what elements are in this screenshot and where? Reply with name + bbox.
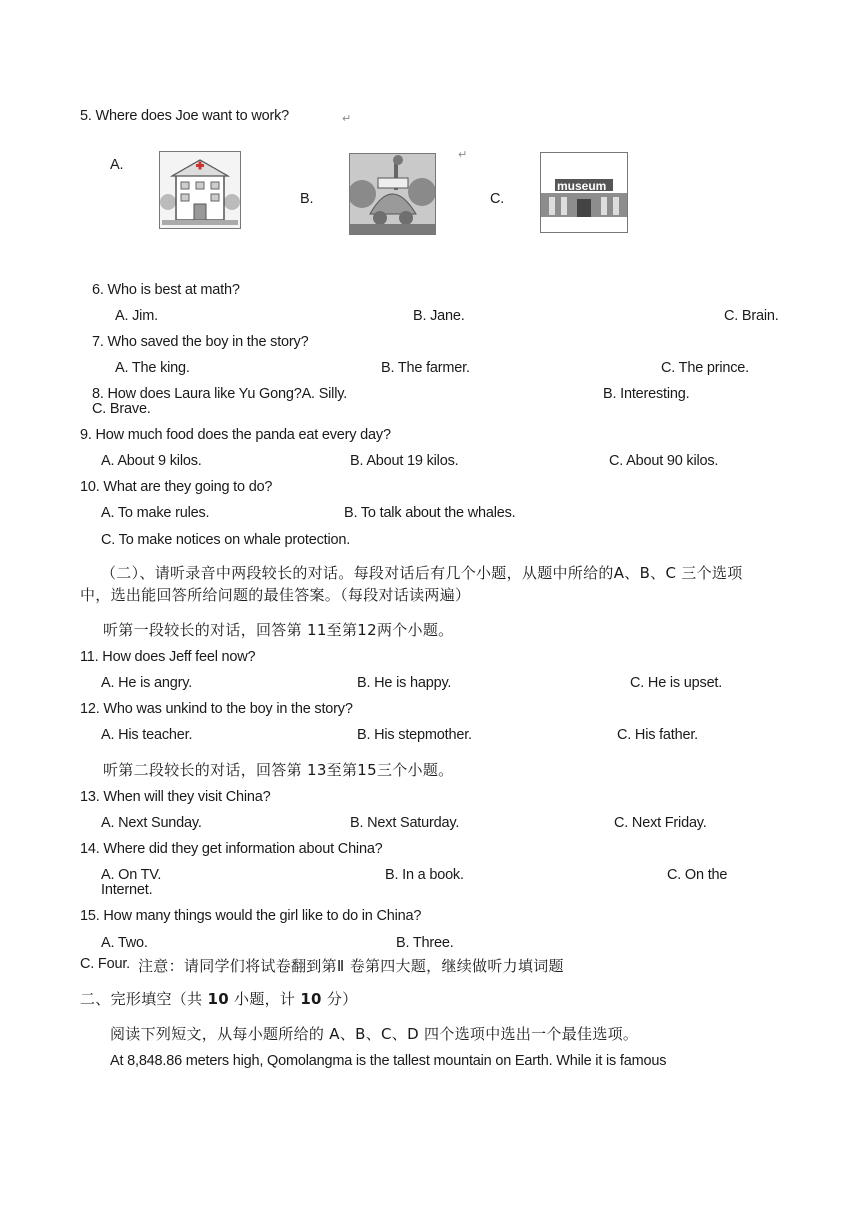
q13-option-b: B. Next Saturday.	[350, 815, 460, 831]
q11-question: 11. How does Jeff feel now?	[80, 649, 256, 665]
q12-option-c: C. His father.	[617, 727, 699, 743]
q5-option-b-label: B.	[300, 191, 314, 207]
q15-note: 注意：请同学们将试卷翻到第Ⅱ 卷第四大题，继续做听力填词题	[138, 957, 564, 975]
part2-instruction-line1: （二）、请听录音中两段较长的对话。每段对话后有几个小题，从题中所给的A、B、C 三个选项	[101, 564, 743, 582]
q7-option-b: B. The farmer.	[381, 360, 470, 376]
q5-question: 5. Where does Joe want to work?	[80, 108, 289, 124]
q6-question: 6. Who is best at math?	[92, 282, 240, 298]
q5-option-a-label: A.	[110, 157, 124, 173]
return-mark-icon: ↵	[342, 113, 352, 125]
q10-option-a: A. To make rules.	[101, 505, 210, 521]
q12-option-b: B. His stepmother.	[357, 727, 472, 743]
q14-option-c-cont: Internet.	[101, 882, 153, 898]
q6-option-c: C. Brain.	[724, 308, 779, 324]
section2-heading-pre: 二、完形填空（共	[80, 990, 208, 1008]
zoo-icon	[350, 154, 435, 234]
section2-heading-post: 分）	[321, 990, 358, 1008]
q15-question: 15. How many things would the girl like to do in China?	[80, 908, 422, 924]
q6-option-b: B. Jane.	[413, 308, 465, 324]
q8-option-b: B. Interesting.	[603, 386, 690, 402]
q8-option-c: C. Brave.	[92, 401, 151, 417]
part2-instruction-line2: 中，选出能回答所给问题的最佳答案。（每段对话读两遍）	[80, 586, 471, 604]
q10-option-b: B. To talk about the whales.	[344, 505, 516, 521]
q14-option-a: A. On TV.	[101, 867, 162, 883]
q13-option-c: C. Next Friday.	[614, 815, 707, 831]
q13-question: 13. When will they visit China?	[80, 789, 271, 805]
q11-option-c: C. He is upset.	[630, 675, 723, 691]
q7-question: 7. Who saved the boy in the story?	[92, 334, 309, 350]
museum-image	[540, 152, 628, 233]
q15-option-c: C. Four.	[80, 956, 130, 972]
q14-question: 14. Where did they get information about China?	[80, 841, 383, 857]
section2-count: 10	[207, 990, 229, 1008]
q9-question: 9. How much food does the panda eat every day?	[80, 427, 391, 443]
section2-heading-mid: 小题，计	[228, 990, 301, 1008]
q10-option-c: C. To make notices on whale protection.	[101, 532, 351, 548]
q14-option-b: B. In a book.	[385, 867, 464, 883]
dialog2-intro: 听第二段较长的对话，回答第 13至第15三个小题。	[103, 761, 454, 779]
section2-score: 10	[300, 990, 322, 1008]
museum-sign: museum	[557, 179, 607, 193]
section2-heading	[80, 988, 357, 1009]
q5-option-c-label: C.	[490, 191, 505, 207]
q9-option-a: A. About 9 kilos.	[101, 453, 202, 469]
dialog1-intro: 听第一段较长的对话，回答第 11至第12两个小题。	[103, 621, 454, 639]
zoo-image	[349, 153, 436, 235]
q8-question: 8. How does Laura like Yu Gong?A. Silly.	[92, 386, 348, 402]
q10-question: 10. What are they going to do?	[80, 479, 273, 495]
hospital-image	[159, 151, 241, 229]
q14-option-c: C. On the	[667, 867, 728, 883]
q11-option-b: B. He is happy.	[357, 675, 452, 691]
q13-option-a: A. Next Sunday.	[101, 815, 202, 831]
return-mark-icon: ↵	[458, 149, 468, 161]
q9-option-c: C. About 90 kilos.	[609, 453, 719, 469]
q12-question: 12. Who was unkind to the boy in the story?	[80, 701, 353, 717]
q11-option-a: A. He is angry.	[101, 675, 193, 691]
q9-option-b: B. About 19 kilos.	[350, 453, 459, 469]
q6-option-a: A. Jim.	[115, 308, 158, 324]
q15-option-a: A. Two.	[101, 935, 148, 951]
q12-option-a: A. His teacher.	[101, 727, 193, 743]
passage-text: At 8,848.86 meters high, Qomolangma is the tallest mountain on Earth. While it is famous	[110, 1053, 667, 1069]
q7-option-a: A. The king.	[115, 360, 190, 376]
q7-option-c: C. The prince.	[661, 360, 750, 376]
section2-instruction: 阅读下列短文，从每小题所给的 A、B、C、D 四个选项中选出一个最佳选项。	[110, 1025, 639, 1043]
q15-option-b: B. Three.	[396, 935, 454, 951]
hospital-icon	[160, 152, 240, 228]
